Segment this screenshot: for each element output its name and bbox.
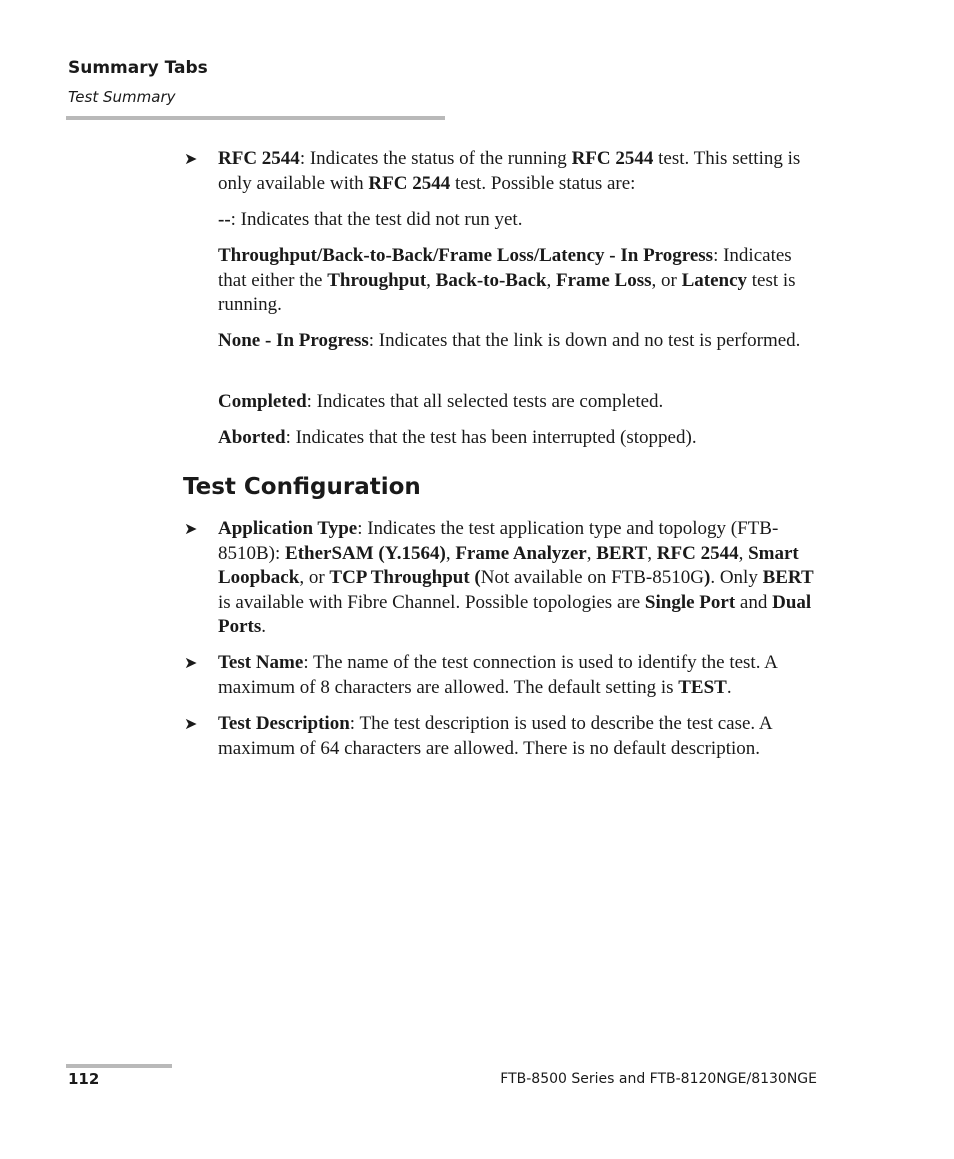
text-run: : Indicates that either the bbox=[218, 245, 792, 291]
text-run: , bbox=[546, 269, 556, 291]
section-heading: Test Configuration bbox=[183, 474, 421, 500]
bullet-text bbox=[218, 712, 818, 761]
term: Latency bbox=[681, 269, 748, 291]
status-aborted bbox=[218, 426, 818, 451]
text-run: test is running. bbox=[218, 269, 796, 315]
status-dash bbox=[218, 208, 818, 233]
text-run: . Only bbox=[710, 567, 763, 588]
text-run: , bbox=[647, 542, 657, 564]
term: EtherSAM (Y.1564) bbox=[285, 542, 446, 564]
bullet-text bbox=[218, 651, 818, 700]
term: Throughput bbox=[327, 269, 427, 291]
status-description: : Indicates that all selected tests are completed. bbox=[306, 391, 664, 412]
term: TCP Throughput ( bbox=[329, 567, 481, 588]
text-run: is available with Fibre Channel. Possible topologies are bbox=[218, 591, 645, 613]
term: Frame Analyzer bbox=[455, 542, 587, 564]
status-label: Throughput/Back-to-Back/Frame Loss/Latency - In Progress bbox=[218, 245, 714, 266]
text-run: , bbox=[738, 542, 749, 564]
term: Application Type bbox=[218, 518, 358, 539]
term: Back-to-Back bbox=[435, 269, 547, 291]
text-run: , or bbox=[651, 269, 682, 291]
status-label: -- bbox=[218, 209, 231, 230]
footer-rule bbox=[66, 1064, 172, 1068]
text-run: : Indicates the status of the running bbox=[299, 148, 572, 169]
footer-document-title: FTB-8500 Series and FTB-8120NGE/8130NGE bbox=[500, 1071, 817, 1087]
bullet-text bbox=[218, 147, 818, 196]
text-run: and bbox=[735, 591, 773, 613]
running-header-title: Summary Tabs bbox=[68, 58, 208, 78]
term: Smart Loopback bbox=[218, 542, 799, 588]
term: RFC 2544 bbox=[656, 542, 739, 564]
status-description: : Indicates that the test has been interrupted (stopped). bbox=[285, 427, 697, 448]
term: Dual Ports bbox=[218, 591, 812, 637]
running-header-subtitle: Test Summary bbox=[68, 88, 176, 106]
status-in-progress bbox=[218, 244, 818, 318]
text-run: . bbox=[726, 676, 732, 698]
status-label: None - In Progress bbox=[218, 330, 369, 351]
page-number: 112 bbox=[68, 1070, 100, 1088]
term: TEST bbox=[678, 676, 727, 698]
term: Frame Loss bbox=[555, 269, 652, 291]
status-none-in-progress bbox=[218, 329, 818, 354]
term: Test Name bbox=[218, 652, 304, 673]
text-run: . bbox=[261, 616, 267, 637]
status-description: : Indicates that the link is down and no test is performed. bbox=[368, 330, 801, 351]
bullet-arrow-icon: ➤ bbox=[184, 519, 198, 538]
status-description: : Indicates that the test did not run yet. bbox=[230, 209, 523, 230]
text-run: test. Possible status are: bbox=[450, 172, 636, 194]
text-run: , bbox=[426, 269, 436, 291]
text-run: test. This setting is only available with bbox=[218, 148, 801, 194]
text-run: : The test description is used to describe the test case. A maximum of 64 characters are allowed. There is no default description. bbox=[218, 713, 772, 759]
text-run: , bbox=[586, 542, 597, 564]
term: ) bbox=[703, 567, 711, 588]
term-rfc-2544: RFC 2544 bbox=[368, 172, 451, 194]
bullet-arrow-icon: ➤ bbox=[184, 653, 198, 672]
text-run: , bbox=[445, 542, 456, 564]
status-completed bbox=[218, 390, 818, 415]
term-rfc-2544: RFC 2544 bbox=[571, 148, 654, 169]
text-run: Not available on FTB-8510G bbox=[480, 567, 704, 588]
bullet-text bbox=[218, 517, 818, 640]
bullet-arrow-icon: ➤ bbox=[184, 149, 198, 168]
text-run: : Indicates the test application type and topology (FTB-8510B): bbox=[218, 518, 779, 564]
term: BERT bbox=[596, 542, 648, 564]
term: Test Description bbox=[218, 713, 350, 734]
term: BERT bbox=[762, 567, 814, 588]
bullet-arrow-icon: ➤ bbox=[184, 714, 198, 733]
header-rule bbox=[66, 116, 445, 120]
text-run: : The name of the test connection is used to identify the test. A maximum of 8 characters are allowed. The default setting is bbox=[218, 652, 777, 698]
status-label: Completed bbox=[218, 391, 307, 412]
term-rfc-2544: RFC 2544 bbox=[218, 148, 300, 169]
status-label: Aborted bbox=[218, 427, 286, 448]
text-run: , or bbox=[299, 567, 330, 588]
term: Single Port bbox=[644, 591, 736, 613]
